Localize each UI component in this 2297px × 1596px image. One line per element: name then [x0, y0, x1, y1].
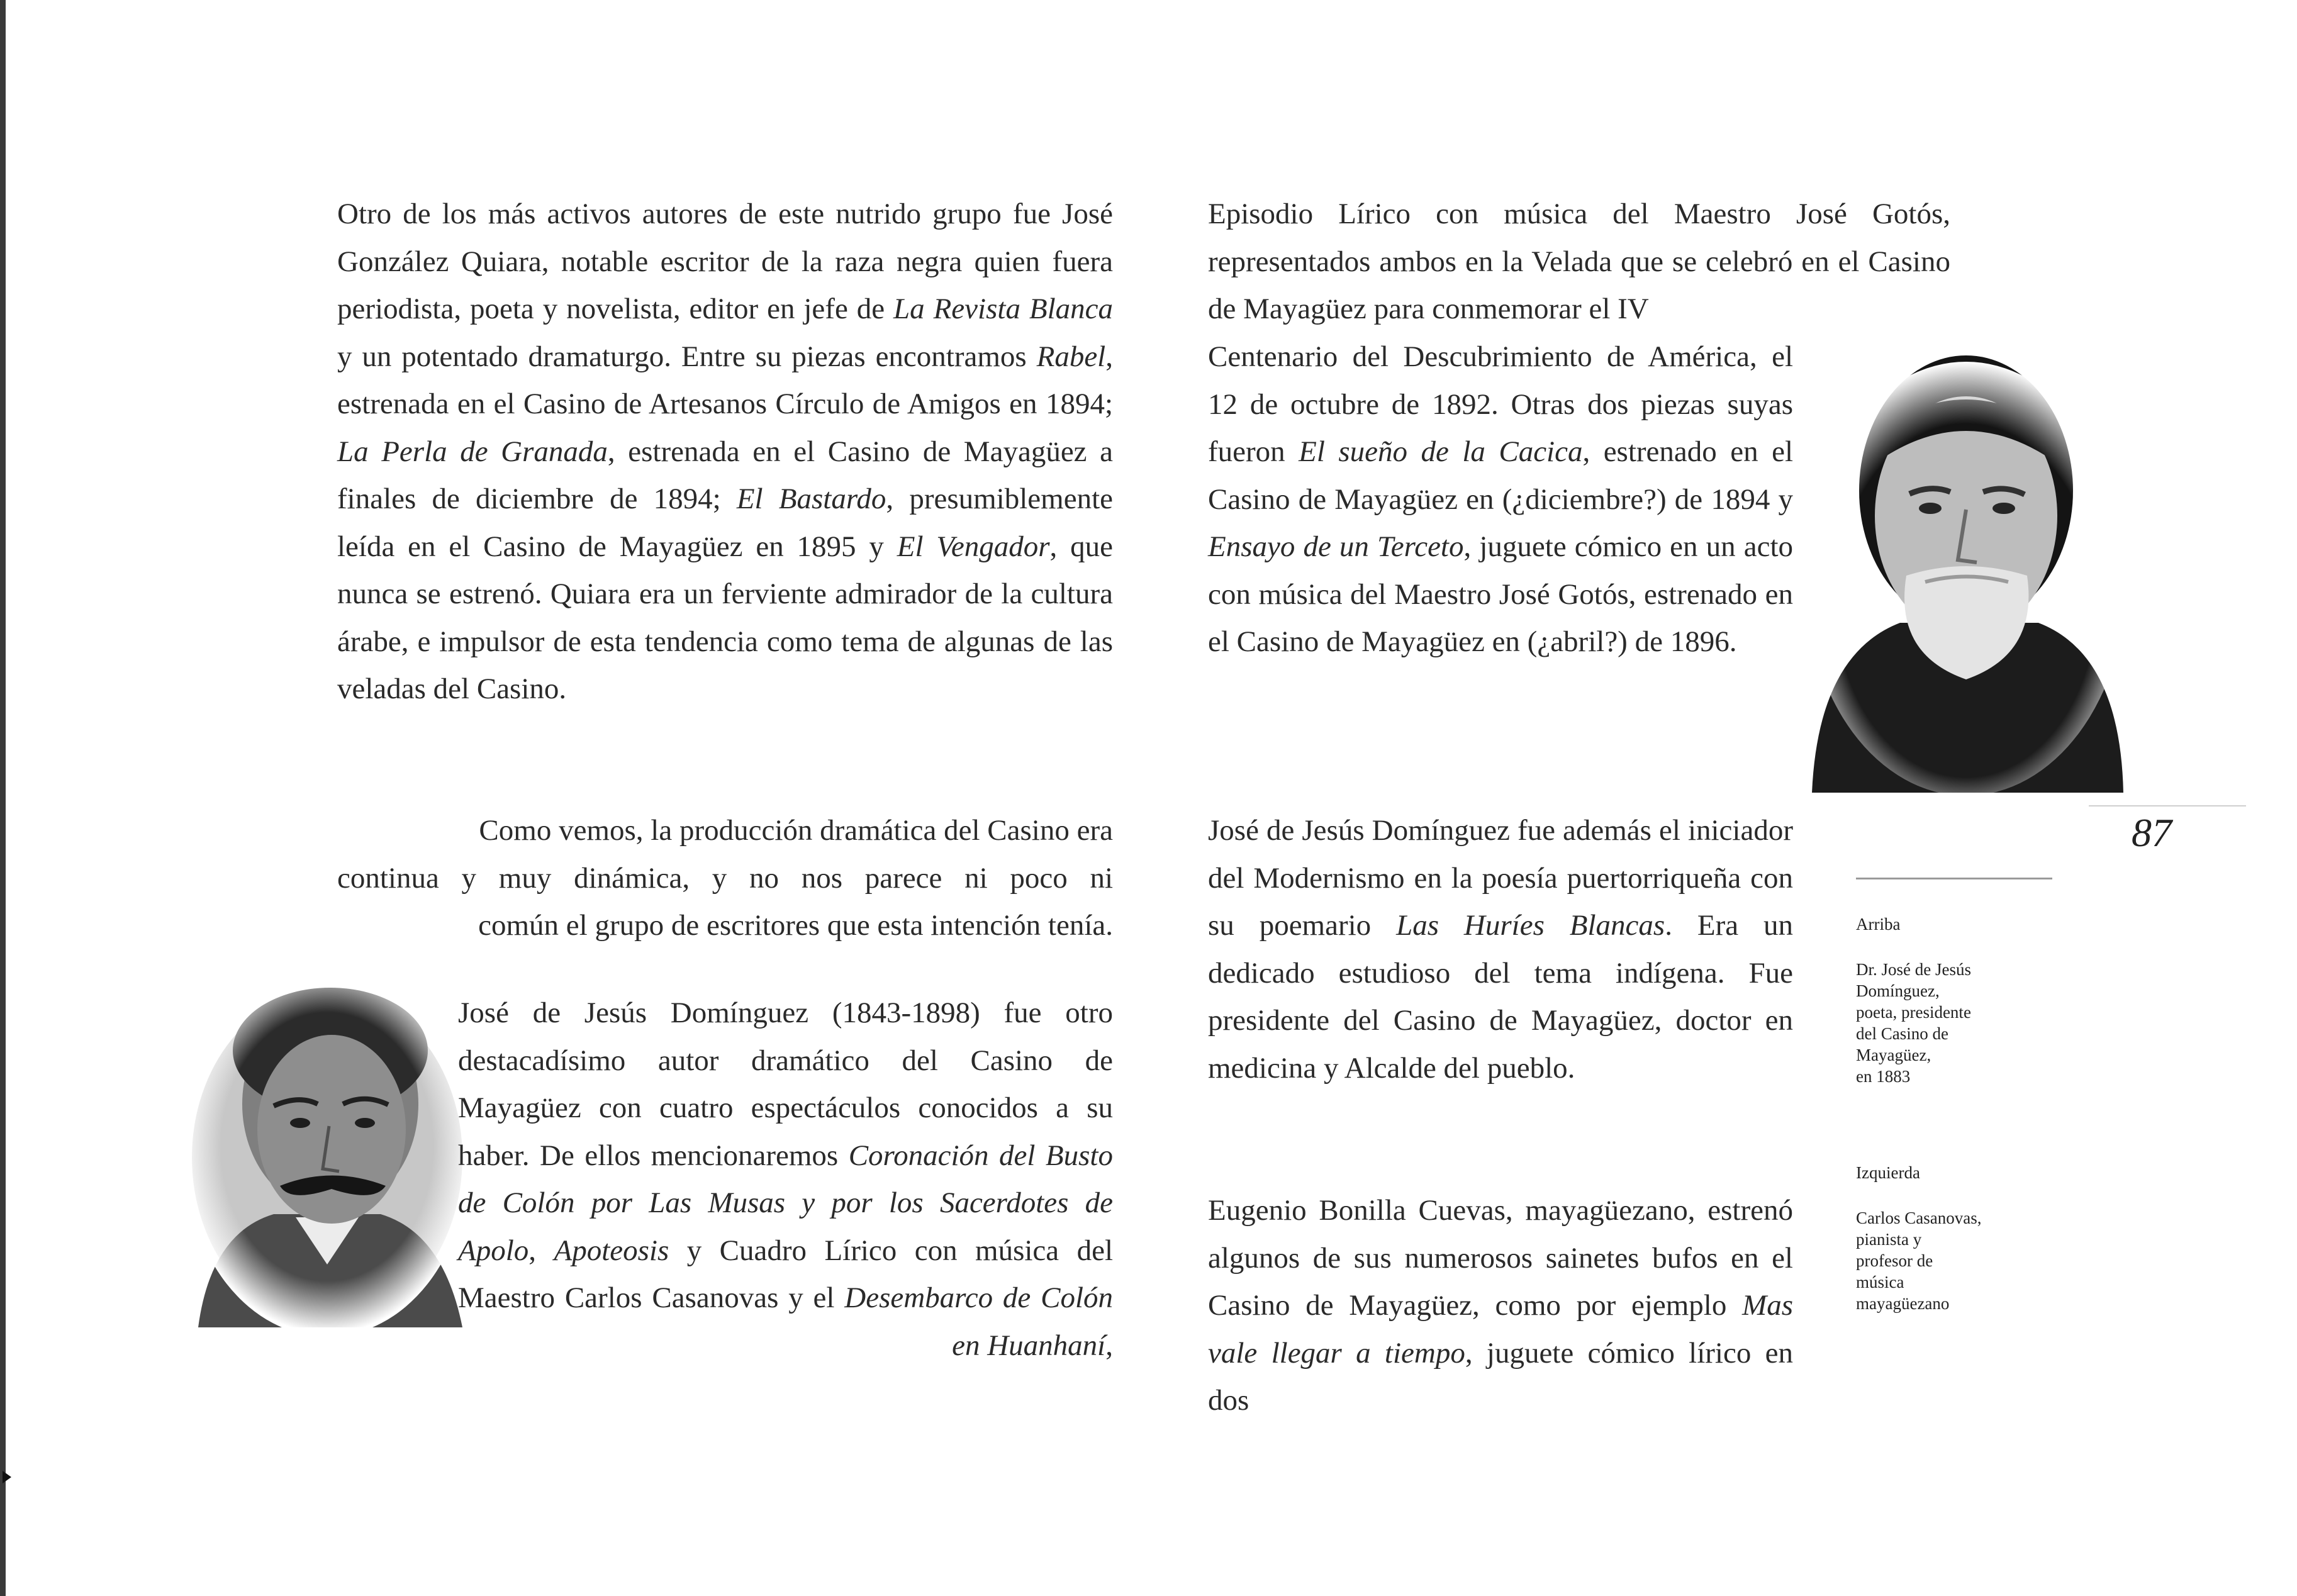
text-run: , que nunca se estrenó. Quiara era un ferviente admirador de la cultura árabe, e impulsor de esta tendencia como tema de algunas de las veladas del Casino. [337, 530, 1113, 705]
text-run: Centenario del Descubrimiento de América, el 12 de octubre de 1892. Otras dos piezas suyas fueron [1208, 340, 1793, 468]
italic-title: Rabel [1036, 340, 1106, 373]
page-number: 87 [2132, 810, 2172, 855]
right-paragraph-1 [1208, 191, 1950, 333]
caption-line: Dr. José de Jesús [1856, 960, 1971, 979]
caption-line: del Casino de [1856, 1024, 1948, 1043]
italic-title: La Perla de Granada [337, 435, 608, 468]
caption-line: Carlos Casanovas, [1856, 1208, 1982, 1227]
caption-line: mayagüezano [1856, 1294, 1950, 1313]
italic-title: Ensayo de un Terceto [1208, 530, 1464, 563]
text-run: , estrenado en el Casino de Mayagüez en (¿diciembre?) de 1894 y [1208, 435, 1793, 516]
italic-title: Apoteosis [554, 1234, 669, 1267]
text-line: común el grupo de escritores que esta intención tenía. [478, 909, 1113, 942]
left-paragraph-2 [337, 807, 1113, 950]
page-edge-line [0, 0, 6, 1596]
text-run: , juguete cómico lírico en dos [1208, 1336, 1793, 1417]
caption-heading: Arriba [1856, 915, 1901, 934]
italic-title: La Revista Blanca [893, 293, 1113, 325]
italic-title: El sueño de la Cacica [1299, 435, 1583, 468]
italic-title: Las Huríes Blancas [1396, 909, 1665, 942]
caption-line: pianista y [1856, 1230, 1922, 1249]
text-run: Eugenio Bonilla Cuevas, mayagüezano, estrenó algunos de sus numerosos sainetes bufos en el Casino de Mayagüez, como por ejemplo [1208, 1194, 1793, 1322]
italic-title: Mas vale llegar a tiempo [1208, 1289, 1793, 1370]
caption-line: profesor de [1856, 1251, 1933, 1270]
text-run: y un potentado dramaturgo. Entre su piezas encontramos [337, 340, 1037, 373]
text-run: y Cuadro Lírico con música del Maestro Carlos Casanovas y el [458, 1234, 1114, 1314]
text-line: Como vemos, la producción dramática del Casino era [479, 814, 1113, 847]
text-run: , estrenada en el Casino de Mayagüez a finales de diciembre de 1894; [337, 435, 1113, 515]
caption-heading: Izquierda [1856, 1163, 1920, 1182]
left-paragraph-3 [458, 990, 1113, 1370]
text-run: , presumiblemente leída en el Casino de Mayagüez en 1895 y [337, 483, 1113, 563]
caption-rule [1856, 878, 2052, 879]
italic-title: El Vengador [897, 530, 1050, 563]
text-run: . Era un dedicado estudioso del tema indígena. Fue presidente del Casino de Mayagüez, doctor en medicina y Alcalde del pueblo. [1208, 909, 1793, 1085]
text-run: Otro de los más activos autores de este nutrido grupo fue José González Quiara, notable escritor de la raza negra quien fuera periodista, poeta y novelista, editor en jefe de [337, 198, 1113, 325]
page-edge-mark [3, 1471, 11, 1483]
text-run: , [1105, 1329, 1113, 1362]
caption-line: música [1856, 1273, 1904, 1292]
italic-title: El Bastardo [736, 483, 886, 515]
caption-line: poeta, presidente [1856, 1003, 1971, 1022]
text-run: Episodio Lírico con música del Maestro José Gotós, representados ambos en la Velada que se celebró en el Casino de Mayagüez para conmemorar el IV [1208, 198, 1950, 325]
caption-line: Mayagüez, [1856, 1046, 1931, 1064]
italic-title: Desembarco de Colón en Huanhaní [844, 1281, 1113, 1362]
text-run: , juguete cómico en un acto con música del Maestro José Gotós, estrenado en el Casino de Mayagüez en (¿abril?) de 1896. [1208, 530, 1793, 658]
text-run: José de Jesús Domínguez fue además el iniciador del Modernismo en la poesía puertorriqueña con su poemario [1208, 814, 1793, 942]
italic-title: Coronación del Busto de Colón por Las Musas y por los Sacerdotes de Apolo [458, 1139, 1113, 1267]
text-run: , [528, 1234, 554, 1267]
page-number-rule [2089, 805, 2246, 806]
right-paragraph-1-continued [1208, 333, 1793, 666]
left-paragraph-1 [337, 191, 1113, 713]
caption-bottom [1856, 1162, 2057, 1314]
text-line: continua y muy dinámica, y no nos parece ni poco ni [337, 861, 1113, 895]
right-paragraph-3 [1208, 1187, 1793, 1425]
right-paragraph-2 [1208, 807, 1793, 1092]
portrait-carlos-casanovas [186, 969, 469, 1327]
caption-top [1856, 913, 2057, 1087]
portrait-jose-de-jesus-dominguez [1806, 327, 2127, 793]
text-run: José de Jesús Domínguez (1843-1898) fue otro destacadísimo autor dramático del Casino de Mayagüez con cuatro espectáculos conocidos a su haber. De ellos mencionaremos [458, 996, 1113, 1172]
caption-line: en 1883 [1856, 1067, 1911, 1086]
caption-line: Domínguez, [1856, 981, 1940, 1000]
text-run: , estrenada en el Casino de Artesanos Círculo de Amigos en 1894; [337, 340, 1113, 420]
